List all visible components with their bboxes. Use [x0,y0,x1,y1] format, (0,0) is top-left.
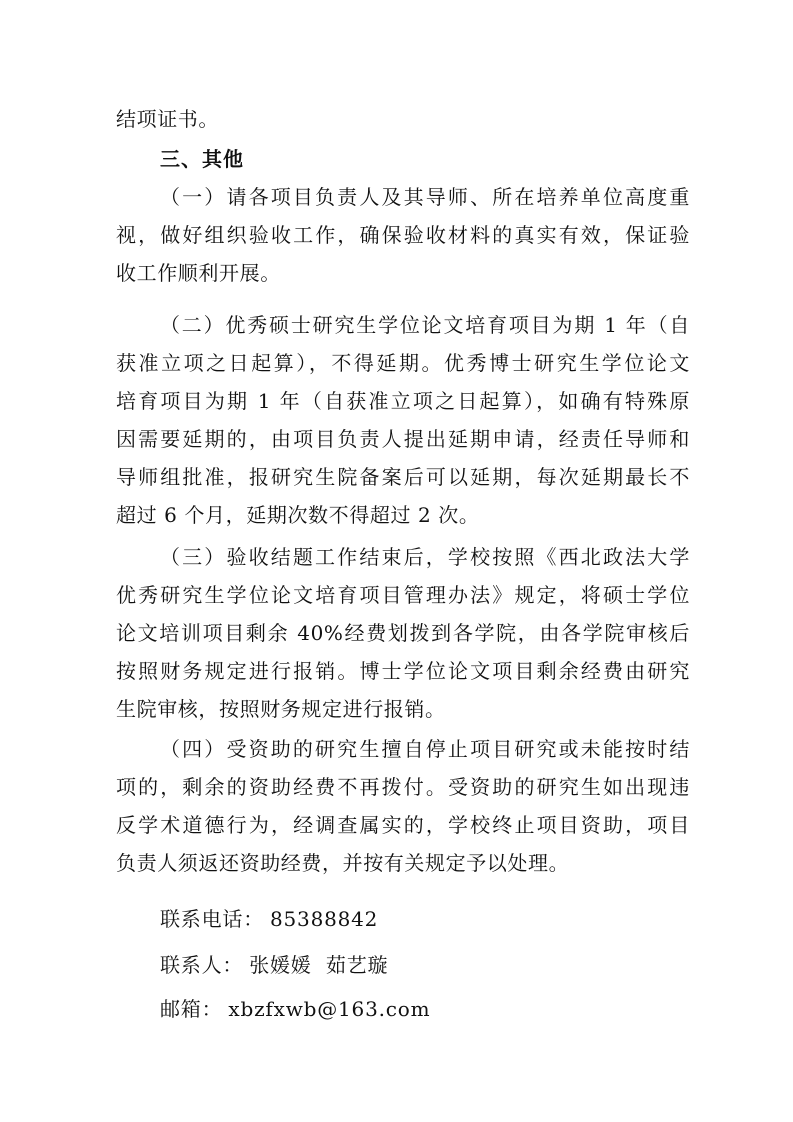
contact-person-value: 张媛媛 茹艺璇 [249,953,389,977]
contact-person [160,946,388,984]
paragraph-line: 项的，剩余的资助经费不再拨付。受资助的研究生如出现违 [116,775,690,799]
paragraph-line: （四）受资助的研究生擅自停止项目研究或未能按时结 [160,737,690,761]
paragraph-2 [116,306,690,534]
contact-phone-value: 85388842 [270,907,379,931]
paragraph-line: 反学术道德行为，经调查属实的，学校终止项目资助，项目 [116,813,690,837]
contact-email [160,990,430,1028]
paragraph-line: 因需要延期的，由项目负责人提出延期申请，经责任导师和 [116,427,690,451]
contact-email-value: xbzfxwb@163.com [228,997,431,1021]
paragraph-line: 负责人须返还资助经费，并按有关规定予以处理。 [116,851,570,875]
paragraph-line: （三）验收结题工作结束后，学校按照《西北政法大学 [160,545,690,569]
paragraph-line: 培育项目为期 1 年（自获准立项之日起算），如确有特殊原 [116,389,690,413]
paragraph-line: 收工作顺利开展。 [116,261,281,285]
contact-person-label: 联系人： [160,953,244,977]
contact-email-label: 邮箱： [160,997,223,1021]
paragraph-4 [116,730,690,882]
paragraph-line: 视，做好组织验收工作，确保验收材料的真实有效，保证验 [116,223,690,247]
paragraph-line: 获准立项之日起算），不得延期。优秀博士研究生学位论文 [116,351,690,375]
paragraph-line: 导师组批准，报研究生院备案后可以延期，每次延期最长不 [116,465,690,489]
paragraph-1 [116,178,690,292]
paragraph-line: （一）请各项目负责人及其导师、所在培养单位高度重 [160,185,690,209]
continuation-line: 结项证书。 [116,107,219,131]
contact-phone [160,900,378,938]
paragraph-line: 生院审核，按照财务规定进行报销。 [116,697,446,721]
paragraph-line: （二）优秀硕士研究生学位论文培育项目为期 1 年（自 [160,313,690,337]
paragraph-line: 论文培训项目剩余 40%经费划拨到各学院，由各学院审核后 [116,621,690,645]
paragraph-line: 超过 6 个月，延期次数不得超过 2 次。 [116,503,480,527]
paragraph-3 [116,538,690,728]
continuation-text [116,100,690,138]
contact-phone-label: 联系电话： [160,907,264,931]
paragraph-line: 按照财务规定进行报销。博士学位论文项目剩余经费由研究 [116,659,690,683]
section-heading: 三、其他 [160,147,244,171]
paragraph-line: 优秀研究生学位论文培育项目管理办法》规定，将硕士学位 [116,583,690,607]
